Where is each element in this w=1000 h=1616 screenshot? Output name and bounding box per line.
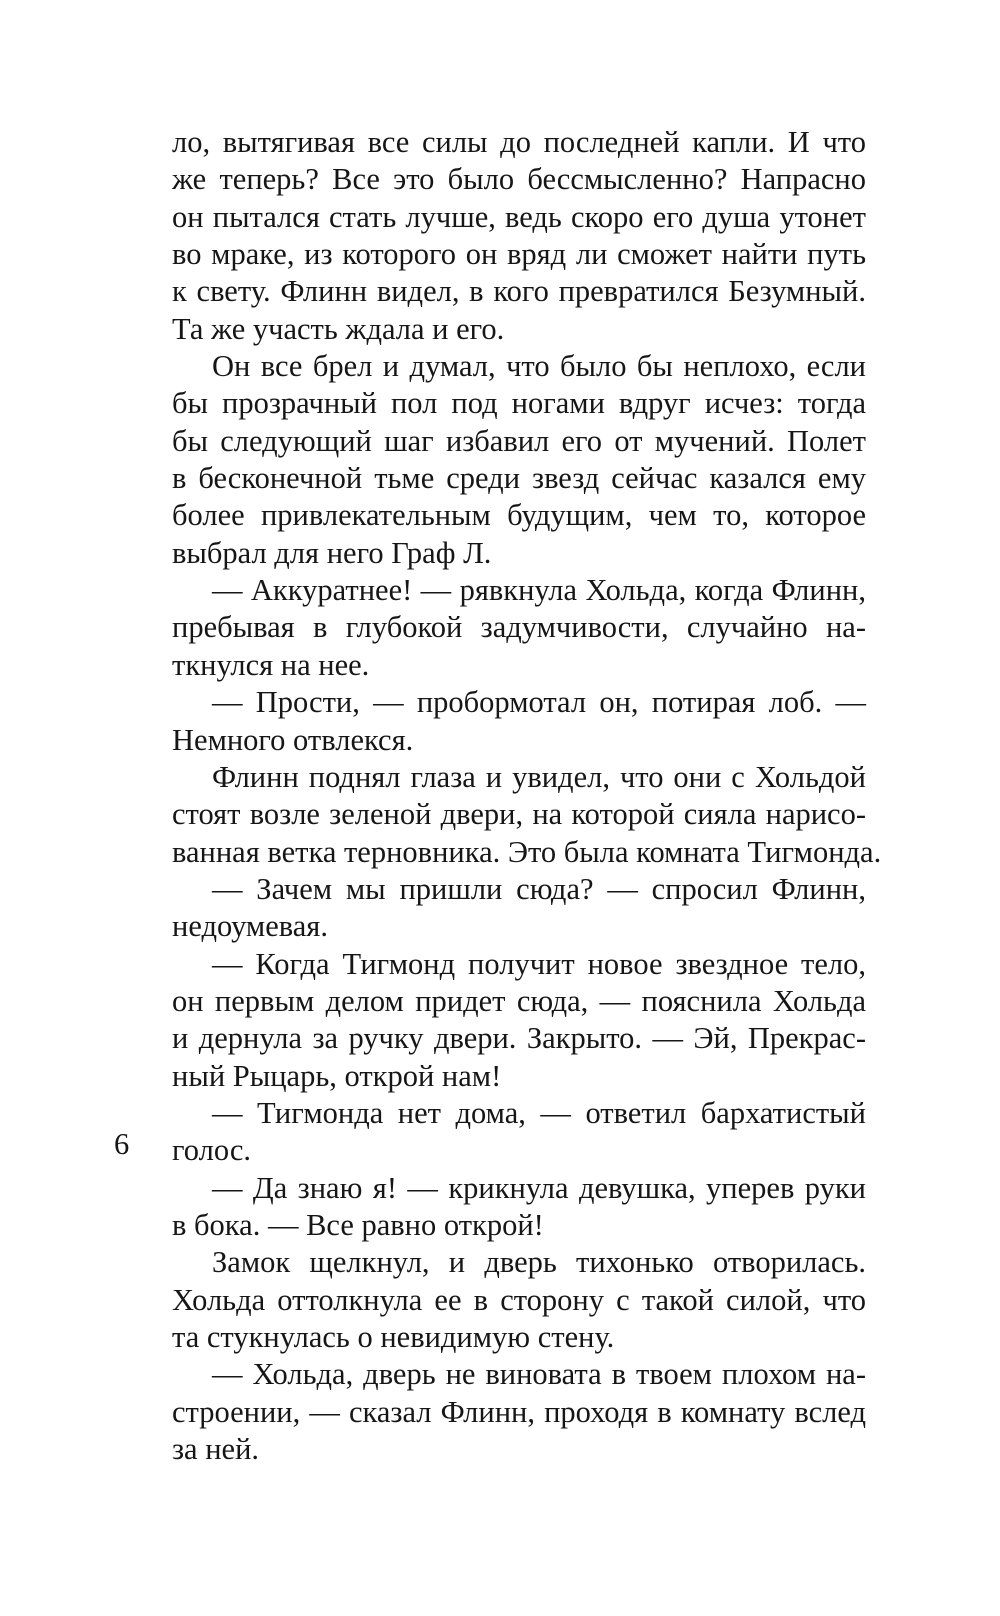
text-line: голос. bbox=[172, 1133, 251, 1168]
text-line: стоят возле зеленой двери, на которой сияла нарисо- bbox=[172, 797, 866, 832]
text-line: Замок щелкнул, и дверь тихонько отворилась. bbox=[212, 1245, 866, 1280]
text-line: выбрал для него Граф Л. bbox=[172, 535, 492, 570]
body-text bbox=[172, 124, 882, 1468]
text-line: за ней. bbox=[172, 1432, 260, 1467]
text-line: — Аккуратнее! — рявкнула Хольда, когда Флинн, bbox=[212, 573, 866, 608]
text-line: ный Рыцарь, открой нам! bbox=[172, 1058, 502, 1093]
text-line: он первым делом придет сюда, — пояснила Хольда bbox=[172, 983, 866, 1018]
text-line: — Тигмонда нет дома, — ответил бархатистый bbox=[212, 1095, 866, 1130]
text-line: в бока. — Все равно открой! bbox=[172, 1207, 544, 1242]
text-line: ло, вытягивая все силы до последней капли. И что bbox=[172, 125, 866, 159]
text-line: в бесконечной тьме среди звезд сейчас казался ему bbox=[172, 461, 866, 496]
text-line: ткнулся на нее. bbox=[172, 647, 370, 682]
text-line: во мраке, из которого он вряд ли сможет найти путь bbox=[172, 237, 866, 272]
text-line: недоумевая. bbox=[172, 909, 328, 944]
text-line: Та же участь ждала и его. bbox=[172, 311, 505, 346]
text-line: — Когда Тигмонд получит новое звездное тело, bbox=[212, 946, 866, 981]
text-line: Флинн поднял глаза и увидел, что они с Хольдой bbox=[212, 759, 866, 794]
text-line: — Зачем мы пришли сюда? — спросил Флинн, bbox=[212, 871, 866, 906]
text-line: строении, — сказал Флинн, проходя в комнату вслед bbox=[172, 1394, 866, 1429]
text-line: Немного отвлекся. bbox=[172, 722, 414, 757]
text-line: — Да знаю я! — крикнула девушка, уперев руки bbox=[212, 1170, 866, 1205]
text-line: же теперь? Все это было бессмысленно? Напрасно bbox=[172, 162, 866, 197]
text-line: — Хольда, дверь не виновата в твоем плохом на- bbox=[212, 1357, 866, 1392]
text-line: ванная ветка терновника. Это была комната Тигмонда. bbox=[172, 834, 882, 869]
text-line: более привлекательным будущим, чем то, которое bbox=[172, 498, 866, 533]
text-line: та стукнулась о невидимую стену. bbox=[172, 1320, 615, 1354]
text-line: бы следующий шаг избавил его от мучений. Полет bbox=[172, 423, 866, 458]
text-line: Он все брел и думал, что было бы неплохо, если bbox=[212, 349, 866, 384]
text-line: — Прости, — пробормотал он, потирая лоб. — bbox=[212, 685, 866, 720]
text-line: бы прозрачный пол под ногами вдруг исчез: тогда bbox=[172, 386, 866, 421]
text-line: Хольда оттолкнула ее в сторону с такой силой, что bbox=[172, 1282, 866, 1317]
page-number: 6 bbox=[114, 1127, 130, 1161]
text-line: и дернула за ручку двери. Закрыто. — Эй, Прекрас- bbox=[172, 1021, 866, 1056]
text-line: к свету. Флинн видел, в кого превратился Безумный. bbox=[172, 274, 866, 309]
text-line: он пытался стать лучше, ведь скоро его душа утонет bbox=[172, 199, 866, 234]
text-line: пребывая в глубокой задумчивости, случайно на- bbox=[172, 610, 866, 645]
